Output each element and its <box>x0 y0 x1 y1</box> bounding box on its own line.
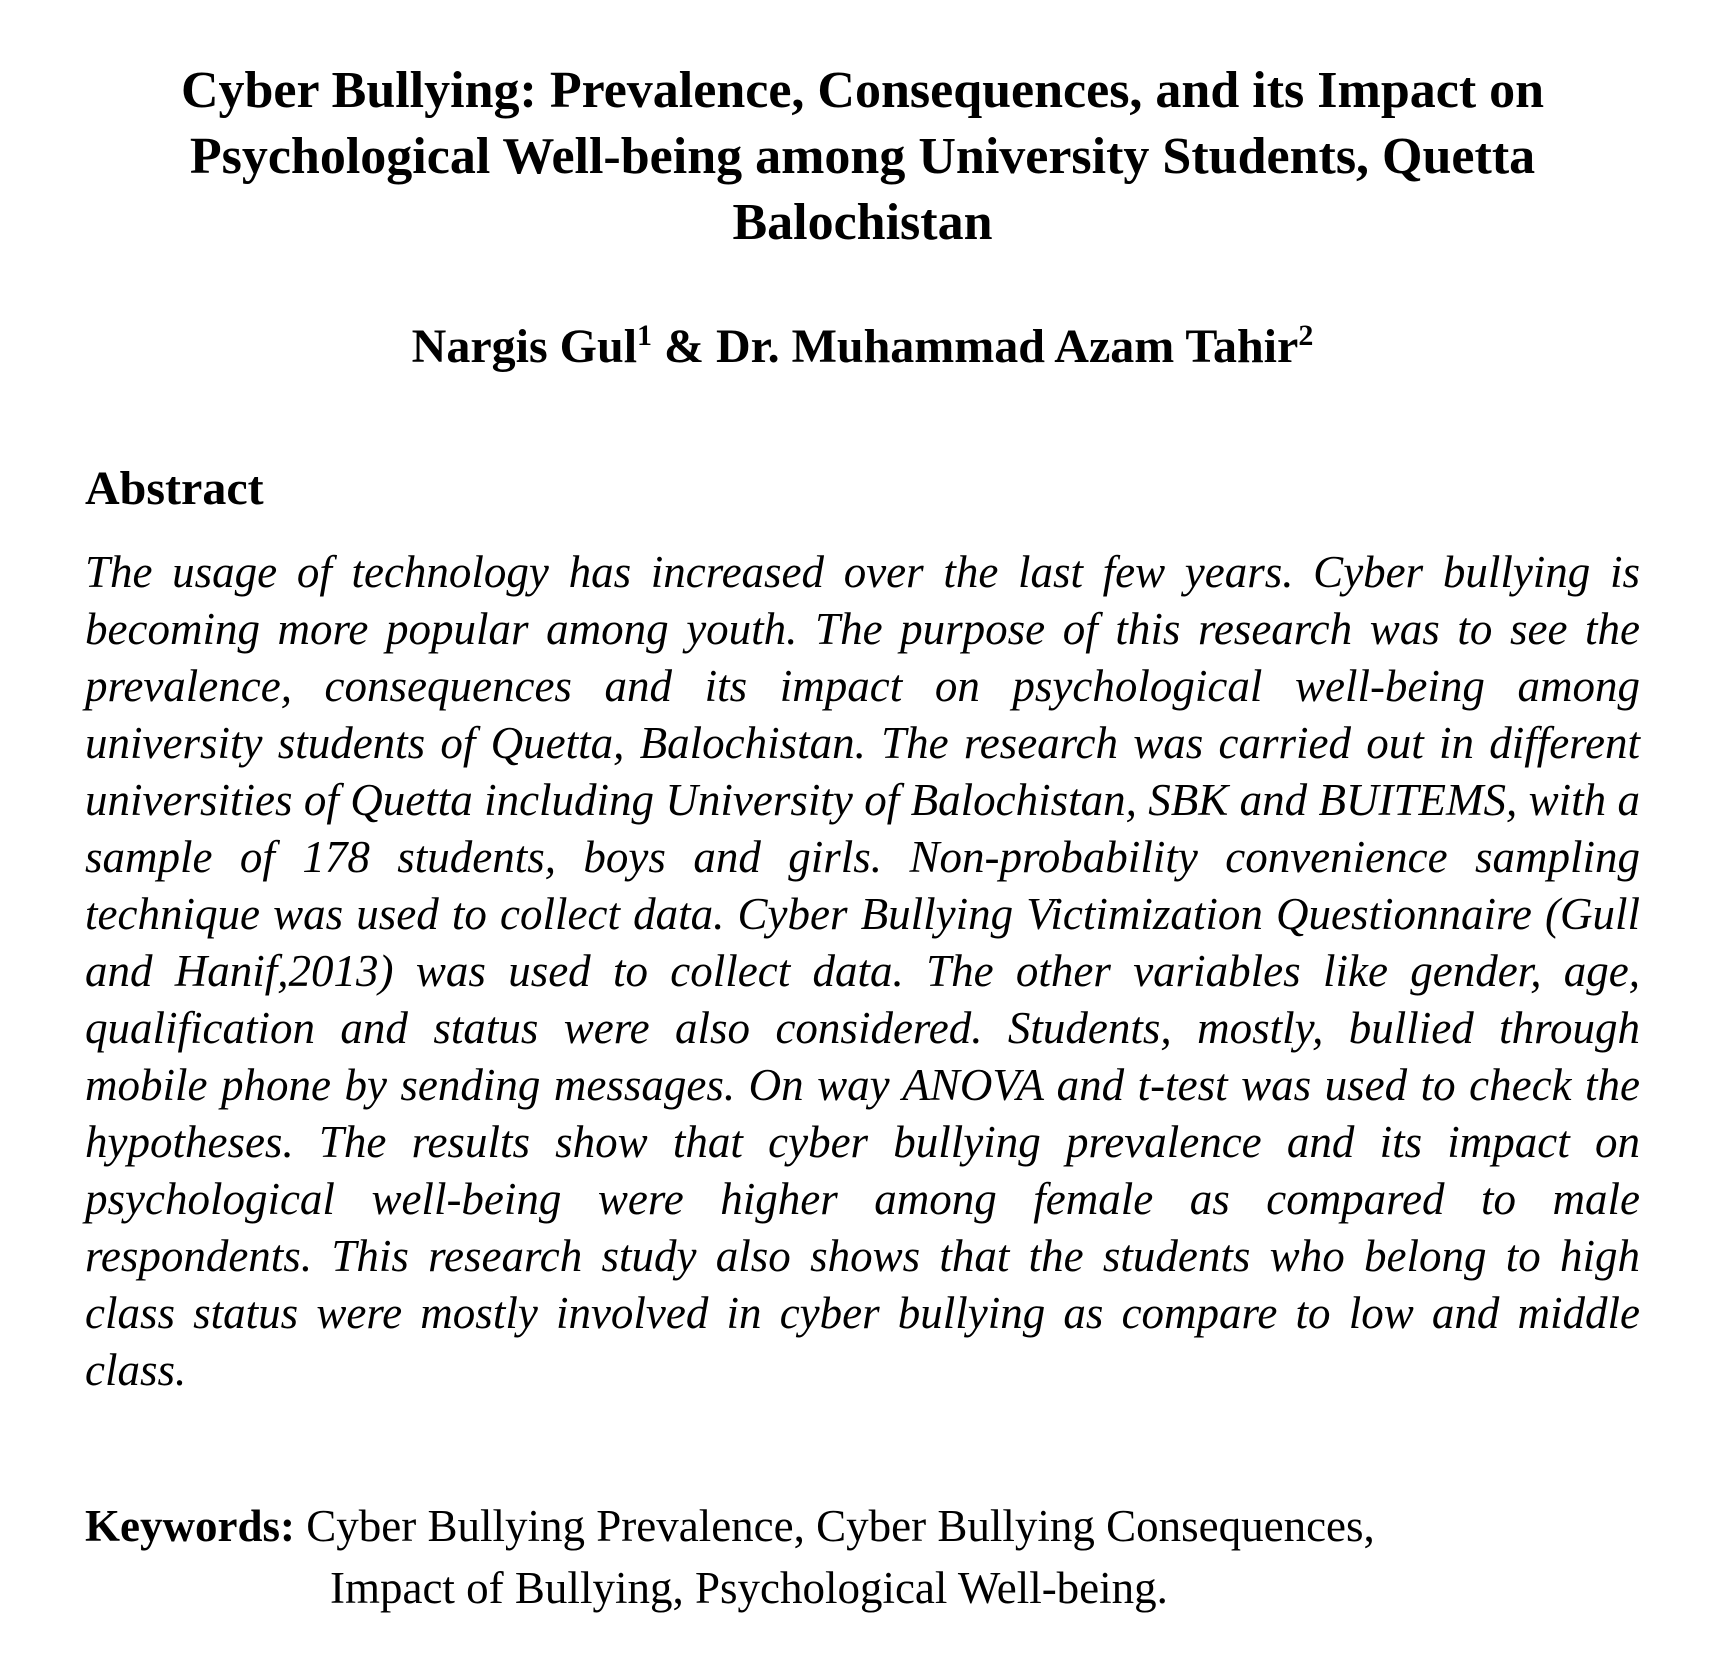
keywords-block <box>85 1495 1640 1619</box>
paper-title <box>85 58 1640 256</box>
author-2-affiliation-superscript: 2 <box>1298 319 1314 352</box>
authors-line <box>85 318 1640 376</box>
abstract-heading: Abstract <box>85 462 264 515</box>
keywords-line-2 <box>330 1557 1640 1619</box>
author-2-name: & Dr. Muhammad Azam Tahir <box>652 320 1299 373</box>
abstract-body-paragraph: The usage of technology has increased over the last few years. Cyber bullying is becoming more popular among youth. The purpose of this research was to see the prevalence, consequences and its impact on psychological well-being among university students of Quetta, Balochistan. The research was carried out in different universities of Quetta including University of Balochistan, SBK and BUITEMS, with a sample of 178 students, boys and girls. Non-probability convenience sampling technique was used to collect data. Cyber Bullying Victimization Questionnaire (Gull and Hanif,2013) was used to collect data. The other variables like gender, age, qualification and status were also considered. Students, mostly, bullied through mobile phone by sending messages. On way ANOVA and t-test was used to check the hypotheses. The results show that cyber bullying prevalence and its impact on psychological well-being were higher among female as compared to male respondents. This research study also shows that the students who belong to high class status were mostly involved in cyber bullying as compare to low and middle class. <box>85 547 1640 1395</box>
keywords-label: Keywords: <box>85 1501 295 1551</box>
keywords-text-2: Impact of Bullying, Psychological Well-being. <box>330 1563 1168 1613</box>
paper-title-line-1: Cyber Bullying: Prevalence, Consequences, and its Impact on <box>180 62 1545 119</box>
author-1-affiliation-superscript: 1 <box>637 319 653 352</box>
paper-title-line-3: Balochistan <box>732 194 993 251</box>
keywords-text-1: Cyber Bullying Prevalence, Cyber Bullying Consequences, <box>294 1501 1375 1551</box>
author-1-name: Nargis Gul <box>411 320 638 373</box>
keywords-line-1 <box>85 1495 1640 1557</box>
paper-title-line-2: Psychological Well-being among University Students, Quetta <box>189 128 1536 185</box>
